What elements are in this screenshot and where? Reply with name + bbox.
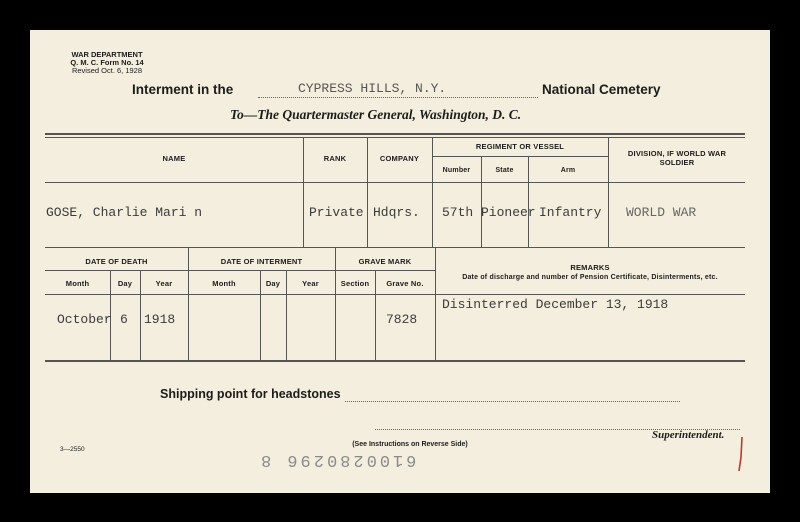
header-state: State xyxy=(495,167,514,174)
bottom-header-rule xyxy=(45,294,745,295)
header-regiment: REGIMENT OR VESSEL xyxy=(475,142,565,151)
value-arm: Infantry xyxy=(539,205,602,220)
value-number: 57th xyxy=(442,205,474,220)
value-state: Pioneer xyxy=(481,205,536,220)
header-number: Number xyxy=(442,167,471,174)
top-table-rule-top xyxy=(45,133,745,135)
record-card xyxy=(30,30,770,493)
value-company: Hdqrs. xyxy=(373,205,420,220)
col-divider xyxy=(608,137,609,247)
value-remarks: Disinterred December 13, 1918 xyxy=(442,297,669,312)
cemetery-dotted-line xyxy=(258,97,538,98)
title-suffix: National Cemetery xyxy=(542,82,661,97)
value-rank: Private xyxy=(309,205,364,220)
shipping-dotted-line xyxy=(345,401,680,402)
header-arm: Arm xyxy=(560,167,576,174)
form-id-line2: Q. M. C. Form No. 14 xyxy=(70,58,144,67)
addressee-line: To—The Quartermaster General, Washington, D. C. xyxy=(230,107,522,122)
col-divider xyxy=(432,137,433,247)
red-pencil-mark xyxy=(730,435,750,475)
red-pencil-stroke xyxy=(739,437,742,471)
value-death-month: October xyxy=(57,312,112,327)
top-table-header-rule xyxy=(45,182,745,183)
header-death-year: Year xyxy=(155,279,173,288)
header-name: NAME xyxy=(162,154,186,163)
header-section: Section xyxy=(340,279,370,288)
value-division: WORLD WAR xyxy=(626,205,697,220)
serial-stamp: 6100280296 8 xyxy=(258,450,417,469)
instructions-note: (See Instructions on Reverse Side) xyxy=(352,441,468,448)
form-code: 3—2550 xyxy=(60,446,85,453)
header-grave-no: Grave No. xyxy=(386,279,424,288)
header-interment-day: Day xyxy=(265,279,281,288)
value-name: GOSE, Charlie Mari n xyxy=(46,205,203,220)
bottom-table-rule-bottom xyxy=(45,360,745,362)
cemetery-name: CYPRESS HILLS, N.Y. xyxy=(298,81,447,96)
header-rank: RANK xyxy=(323,154,347,163)
header-date-of-interment: DATE OF INTERMENT xyxy=(220,257,303,266)
header-interment-month: Month xyxy=(212,279,236,288)
top-table-rule-top2 xyxy=(45,137,745,138)
header-date-of-death: DATE OF DEATH xyxy=(85,257,148,266)
header-division: DIVISION, IF WORLD WAR SOLDIER xyxy=(627,149,727,167)
value-death-year: 1918 xyxy=(144,312,176,327)
header-remarks: REMARKS xyxy=(570,263,610,272)
header-grave-mark: GRAVE MARK xyxy=(358,257,412,266)
form-id-line3: Revised Oct. 6, 1928 xyxy=(71,66,143,75)
header-remarks-sub: Date of discharge and number of Pension Certificate, Disinterments, etc. xyxy=(462,274,718,281)
form-id-line1: WAR DEPARTMENT xyxy=(71,50,143,59)
top-table-rule-bottom xyxy=(45,247,745,248)
value-death-day: 6 xyxy=(120,312,128,327)
title-prefix: Interment in the xyxy=(132,82,234,97)
header-company: COMPANY xyxy=(379,154,420,163)
value-grave-no: 7828 xyxy=(386,312,418,327)
regiment-subheader-rule xyxy=(432,156,608,157)
superintendent-label: Superintendent. xyxy=(652,429,725,441)
bottom-subheader-rule xyxy=(45,270,435,271)
header-death-day: Day xyxy=(117,279,133,288)
shipping-label: Shipping point for headstones xyxy=(160,387,341,401)
header-death-month: Month xyxy=(65,279,90,288)
header-interment-year: Year xyxy=(302,279,319,288)
form-id-block xyxy=(44,51,170,75)
